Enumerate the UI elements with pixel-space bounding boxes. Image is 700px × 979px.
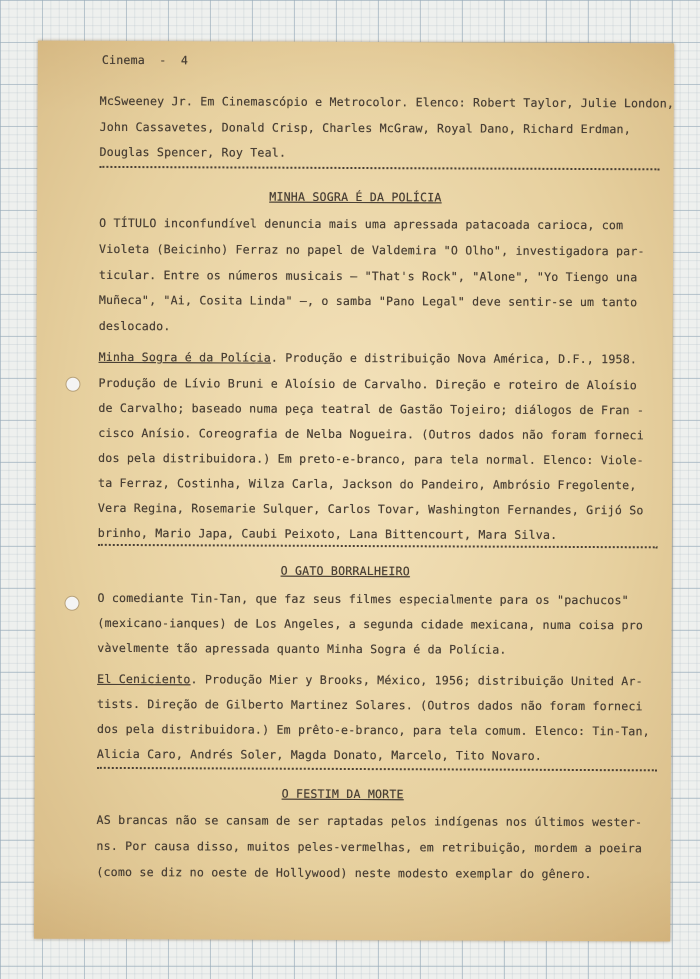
page-label: Cinema - 4 xyxy=(101,52,189,68)
section-divider xyxy=(98,544,658,548)
typed-page xyxy=(34,41,674,942)
intro-line: John Cassavetes, Donald Crisp, Charles McGraw, Royal Dano, Richard Erdman, xyxy=(99,119,631,137)
paragraph-line: dos pela distribuidora.) Em preto-e-branco, para tela normal. Elenco: Viole- xyxy=(98,450,644,468)
film-title: El Ceniciento xyxy=(97,671,191,687)
intro-line: Douglas Spencer, Roy Teal. xyxy=(99,144,287,160)
paragraph-line: deslocado. xyxy=(98,318,171,334)
paragraph-line: de Carvalho; baseado numa peça teatral de Gastão Tojeiro; diálogos de Fran - xyxy=(98,400,645,418)
paragraph-line: O TÍTULO inconfundível denuncia mais uma apressada patacoada carioca, com xyxy=(99,215,624,233)
paragraph-line: Muñeca", "Ai, Cosita Linda" —, o samba "Pano Legal" deve sentir-se um tanto xyxy=(98,292,638,310)
punch-hole-bottom xyxy=(64,596,79,611)
paragraph-line: dos pela distribuidora.) Em prêto-e-branco, para tela comum. Elenco: Tin-Tan, xyxy=(96,721,650,739)
section-title: O GATO BORRALHEIRO xyxy=(280,563,410,579)
punch-hole-top xyxy=(65,377,80,392)
paragraph-line: Produção de Lívio Bruni e Aloísio de Carvalho. Direção e roteiro de Aloísio xyxy=(98,375,638,393)
credits-line-first xyxy=(99,350,638,366)
section-divider xyxy=(99,166,659,170)
paragraph-line: cisco Anísio. Coreografia de Nelba Nogueira. (Outros dados não foram forneci xyxy=(98,425,644,443)
paragraph-line: brinho, Mario Japa, Caubi Peixoto, Lana Bittencourt, Mara Silva. xyxy=(97,525,558,542)
paragraph-line: O comediante Tin-Tan, que faz seus filmes especialmente para os "pachucos" xyxy=(97,590,629,608)
intro-line: McSweeney Jr. Em Cinemascópio e Metrocolor. Elenco: Robert Taylor, Julie London, xyxy=(99,93,675,111)
paragraph-line: AS brancas não se cansam de ser raptadas pelos indígenas nos últimos wester- xyxy=(96,812,643,830)
paragraph-line: ta Ferraz, Costinha, Wilza Carla, Jackson do Pandeiro, Ambrósio Fregolente, xyxy=(98,475,637,493)
paragraph-line: (como se diz no oeste de Hollywood) neste modesto exemplar do gênero. xyxy=(96,864,592,882)
paragraph-line: vàvelmente tão apressada quanto Minha Sogra é da Polícia. xyxy=(97,640,507,657)
paragraph-line: Alicia Caro, Andrés Soler, Magda Donato, Marcelo, Tito Novaro. xyxy=(96,746,543,763)
paragraph-line: Vera Regina, Rosemarie Sulquer, Carlos Tovar, Washington Fernandes, Grijó So xyxy=(97,500,644,518)
paragraph-line: ns. Por causa disso, muitos peles-vermelhas, em retribuição, mordem a poeira xyxy=(96,838,643,856)
section-title: O FESTIM DA MORTE xyxy=(281,786,404,802)
credits-text: . Produção Mier y Brooks, México, 1956; distribuição United Ar- xyxy=(190,672,643,689)
paragraph-line: ticular. Entre os números musicais — "That's Rock", "Alone", "Yo Tiengo una xyxy=(98,267,638,285)
credits-text: . Produção e distribuição Nova América, D.F., 1958. xyxy=(270,350,638,367)
paragraph-line: tists. Direção de Gilberto Martinez Solares. (Outros dados não foram forneci xyxy=(97,696,643,714)
paragraph-line: Violeta (Beicinho) Ferraz no papel de Valdemira "O Olho", investigadora par- xyxy=(99,241,645,259)
section-title: MINHA SOGRA É DA POLÍCIA xyxy=(269,189,442,205)
section-divider xyxy=(97,767,657,771)
paragraph-line: (mexicano-ianques) de Los Angeles, a segunda cidade mexicana, numa coisa pro xyxy=(97,615,644,633)
film-title: Minha Sogra é da Polícia xyxy=(98,349,271,365)
credits-line-first xyxy=(97,672,643,688)
